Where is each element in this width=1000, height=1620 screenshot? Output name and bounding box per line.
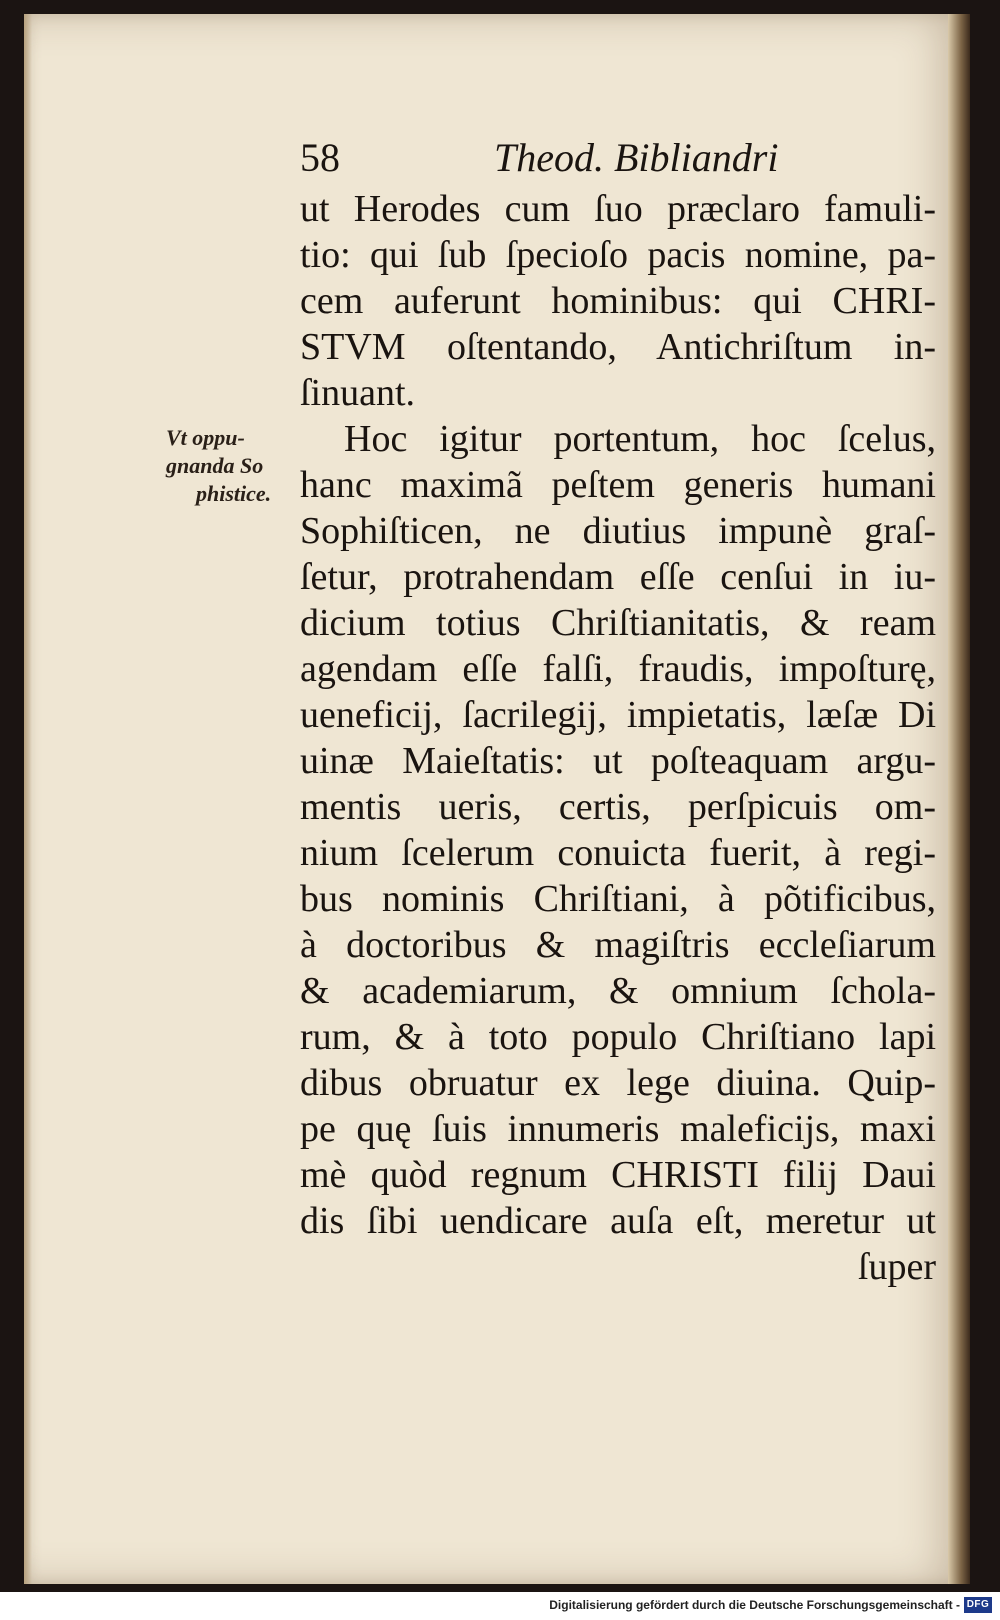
margin-note-line: gnanda So [166,453,264,478]
text-line: cem auferunt hominibus: qui CHRI- [300,280,936,322]
margin-note [166,424,296,508]
margin-note-line: phistice. [196,481,272,506]
spine-edge [24,14,32,1584]
text-line: STVM oſtentando, Antichriſtum in- [300,326,936,368]
text-line: bus nominis Chriſtiani, à põtificibus, [300,878,936,920]
margin-note-line: Vt oppu- [166,425,245,450]
text-line: ſetur, protrahendam eſſe cenſui in iu- [300,556,936,598]
text-line: mè quòd regnum CHRISTI filij Daui [300,1154,936,1196]
text-line: uinæ Maieſtatis: ut poſteaquam argu- [300,740,936,782]
text-line: nium ſcelerum conuicta fuerit, à regi- [300,832,936,874]
running-head [300,134,779,184]
text-line: agendam eſſe falſi, fraudis, impoſturę, [300,648,936,690]
text-line: ueneficij, ſacrilegij, impietatis, læſæ Di [300,694,936,736]
text-line: rum, & à toto populo Chriſtiano lapi [300,1016,936,1058]
catchword: ſuper [857,1246,936,1288]
text-line: hanc maximã peſtem generis humani [300,464,936,506]
text-line: ſinuant. [300,372,416,414]
paragraph-start-line: Hoc igitur portentum, hoc ſcelus, [344,418,936,460]
funding-credit: Digitalisierung gefördert durch die Deutsche Forschungsgemeinschaft - [549,1598,960,1612]
text-line: Sophiſticen, ne diutius impunè graſ- [300,510,936,552]
text-line: dicium totius Chriſtianitatis, & ream [300,602,936,644]
text-line: tio: qui ſub ſpecioſo pacis nomine, pa- [300,234,936,276]
text-line: mentis ueris, certis, perſpicuis om- [300,786,936,828]
text-line: dibus obruatur ex lege diuina. Quip- [300,1062,936,1104]
text-line: dis ſibi uendicare auſa eſt, meretur ut [300,1200,936,1242]
text-line: & academiarum, & omnium ſchola- [300,970,936,1012]
text-line: ut Herodes cum ſuo præclaro famuli- [300,188,936,230]
text-line: à doctoribus & magiſtris eccleſiarum [300,924,936,966]
dfg-logo-icon: DFG [964,1597,992,1613]
footer-bar [0,1592,1000,1620]
text-line: pe quę ſuis innumeris maleficijs, maxi [300,1108,936,1150]
page-edge [948,14,970,1584]
body-text [300,186,936,1290]
running-title: Theod. Bibliandri [494,135,779,180]
page-number: 58 [300,135,340,180]
